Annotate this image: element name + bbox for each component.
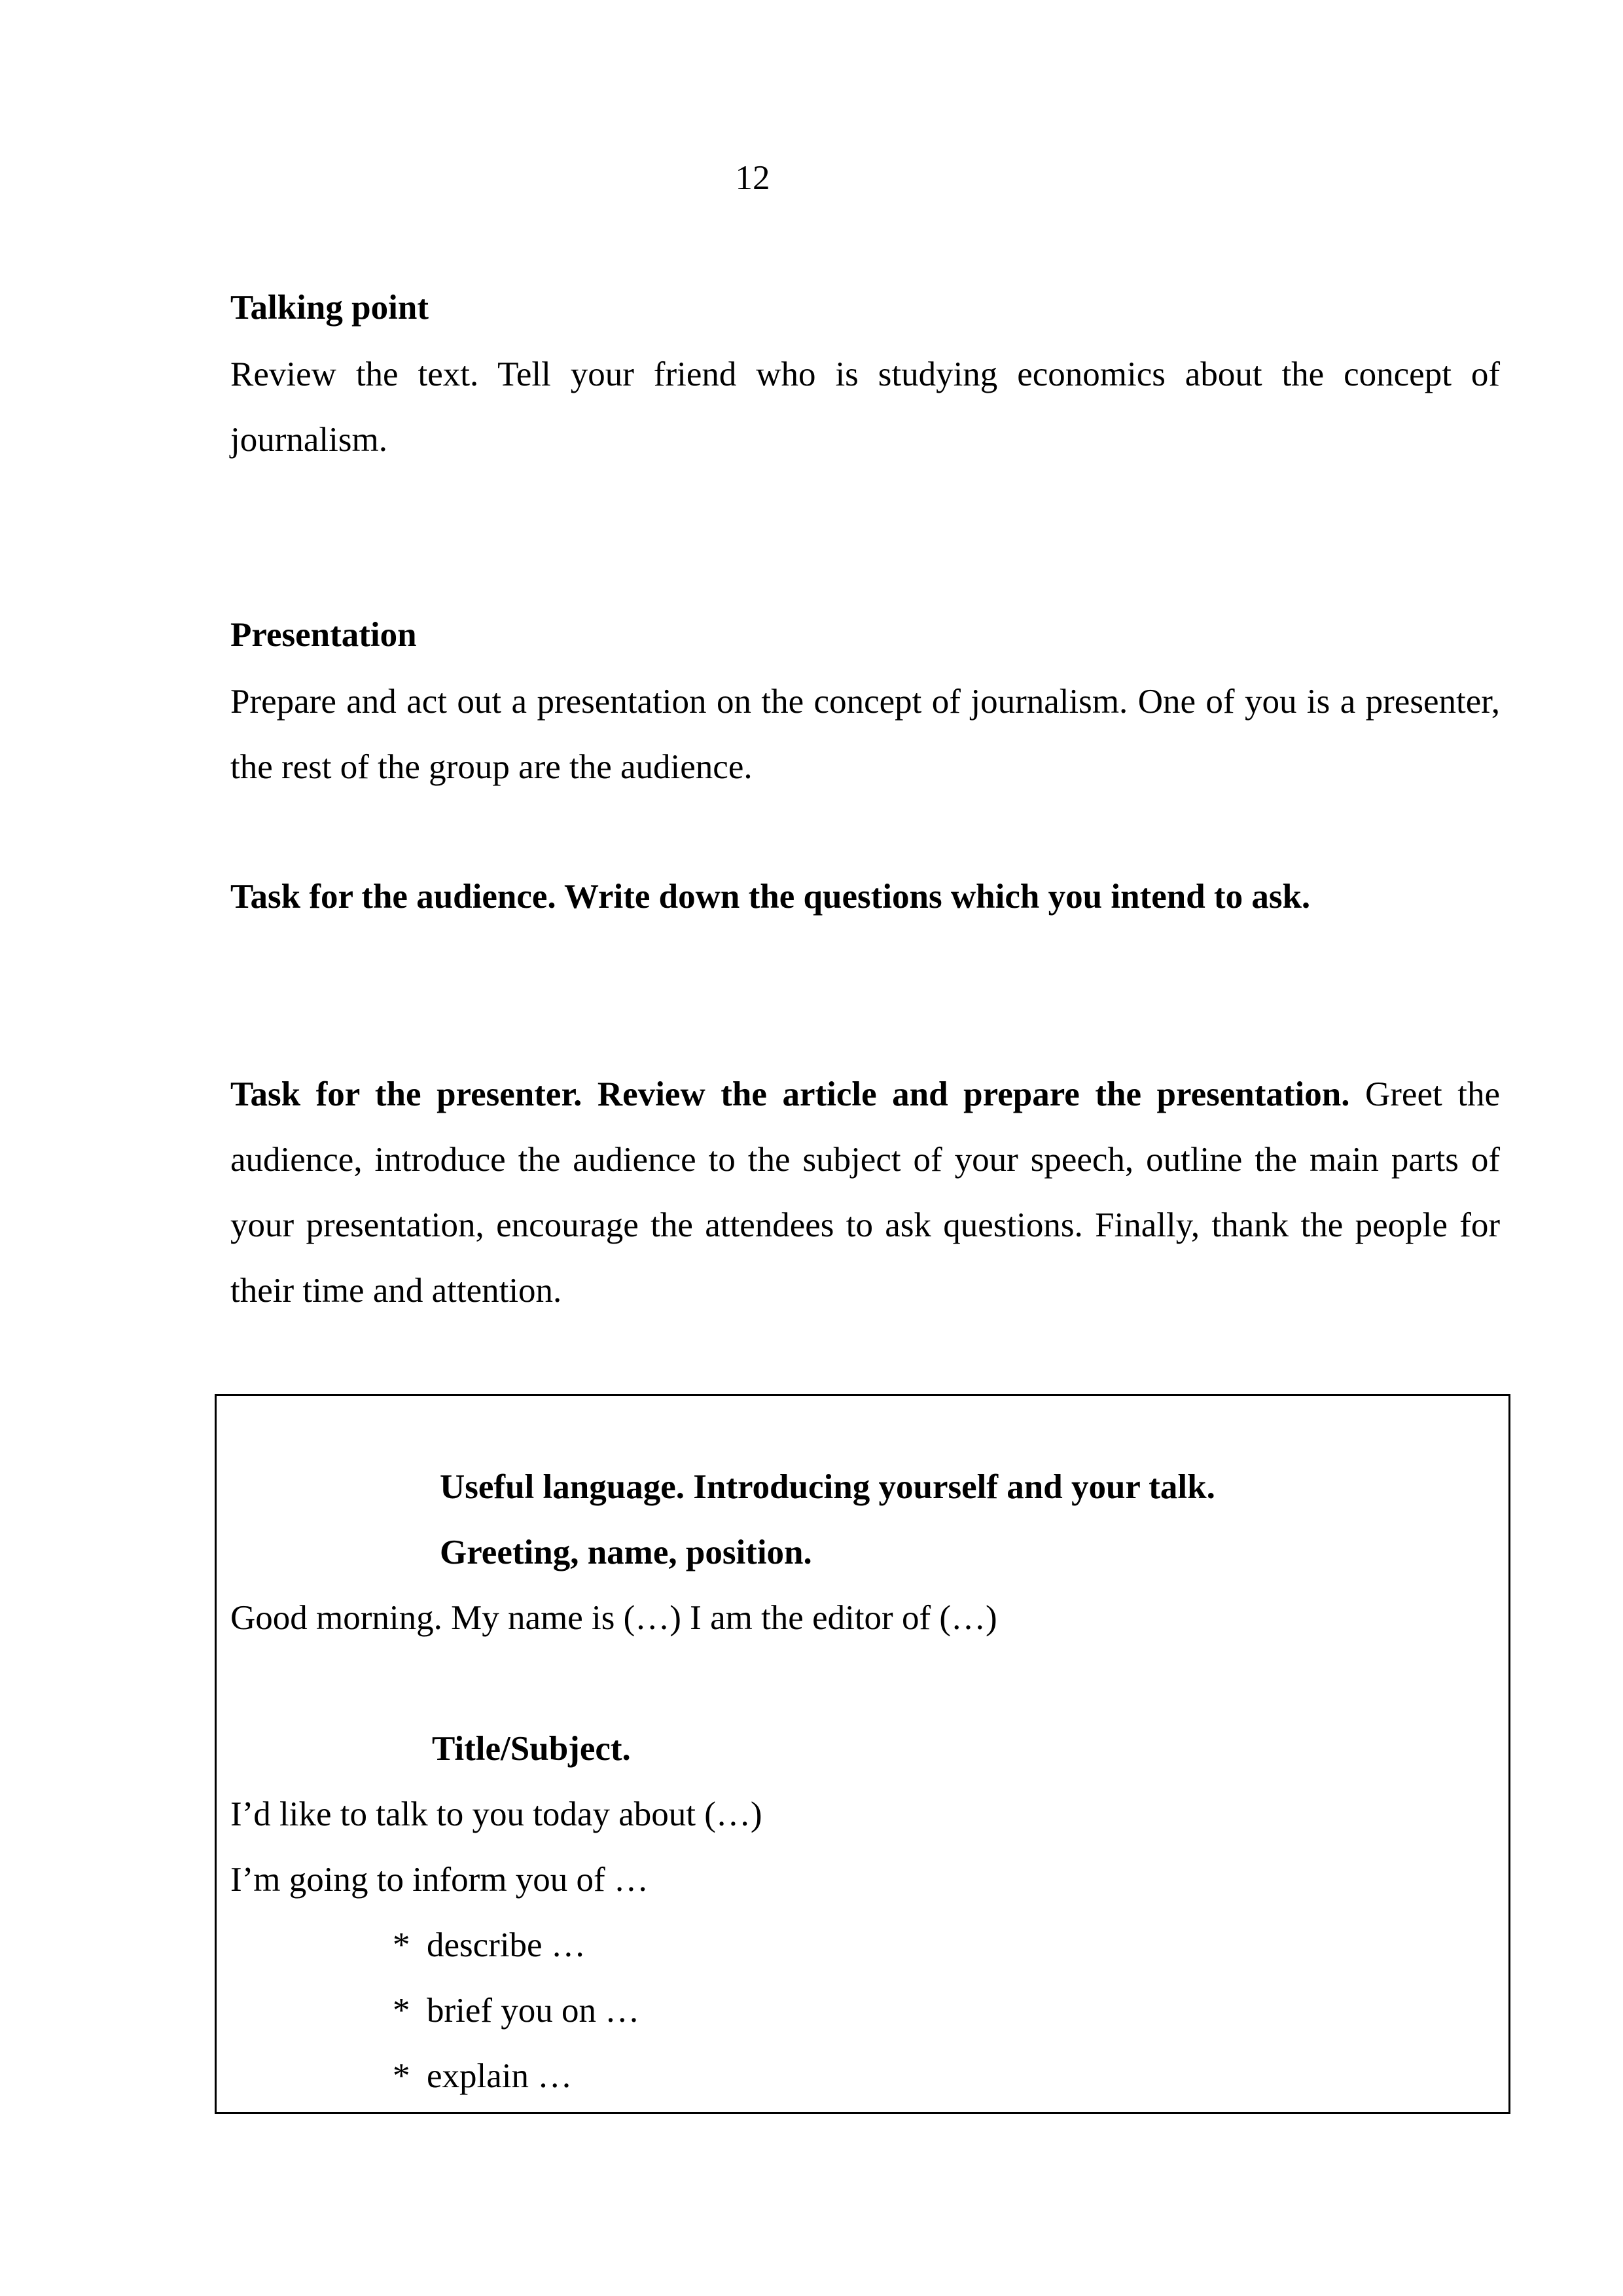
subject-line-2: I’m going to inform you of …: [230, 1861, 649, 1899]
subject-line-1: I’d like to talk to you today about (…): [230, 1795, 762, 1833]
greeting-heading: Greeting, name, position.: [440, 1534, 812, 1571]
bullet-text: brief you on …: [427, 1992, 640, 2030]
bullet-text: describe …: [427, 1926, 586, 1964]
bullet-marker: *: [393, 1992, 410, 2030]
bullet-marker: *: [393, 2057, 410, 2095]
presenter-task-paragraph: [230, 1062, 1500, 1323]
greeting-example: Good morning. My name is (…) I am the editor of (…): [230, 1599, 997, 1637]
bullet-item: [393, 2050, 572, 2102]
bullet-text: explain …: [427, 2057, 573, 2095]
bullet-item: [393, 1984, 639, 2037]
presenter-task-text: Greet the audience, introduce the audience to the subject of your speech, outline the main parts of your presentation, encourage the attendees to ask questions. Finally, thank the people for their time and attention.: [230, 1075, 1500, 1310]
presentation-heading: Presentation: [230, 616, 417, 654]
page-number: 12: [735, 159, 770, 197]
presenter-task-bold: Task for the presenter. Review the article and prepare the presentation.: [230, 1075, 1350, 1113]
subject-heading: Title/Subject.: [432, 1730, 631, 1768]
presentation-text: Prepare and act out a presentation on the concept of journalism. One of you is a presenter, the rest of the group are the audience.: [230, 683, 1500, 786]
talking-point-heading: Talking point: [230, 289, 429, 327]
bullet-marker: *: [393, 1926, 410, 1964]
audience-task: Task for the audience. Write down the questions which you intend to ask.: [230, 878, 1311, 916]
talking-point-text: Review the text. Tell your friend who is studying economics about the concept of journalism.: [230, 355, 1500, 459]
bullet-item: [393, 1919, 586, 1971]
useful-language-title: Useful language. Introducing yourself and your talk.: [440, 1468, 1215, 1506]
